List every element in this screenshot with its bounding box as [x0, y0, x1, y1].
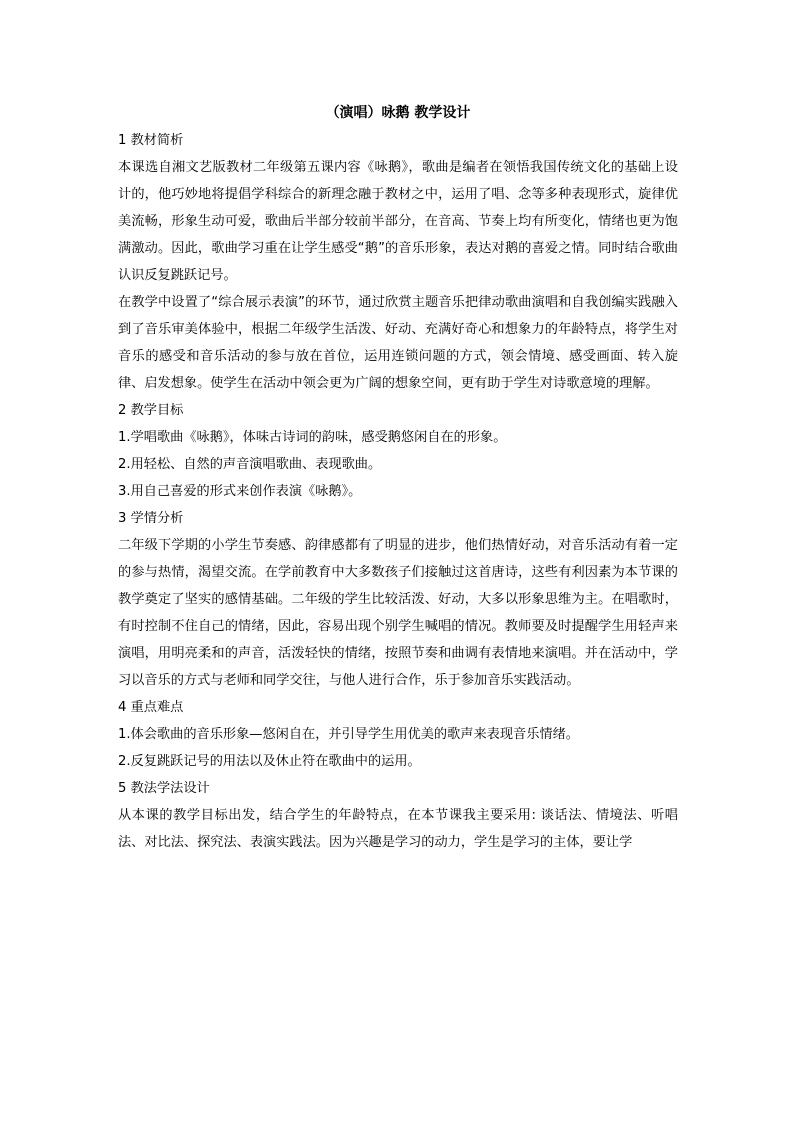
section-3-paragraph-1: 二年级下学期的小学生节奏感、韵律感都有了明显的进步，他们热情好动，对音乐活动有着一定的参与热情，渴望交流。在学前教育中大多数孩子们接触过这首唐诗，这些有利因素为本节课的教学奠定了坚实的感情基础。二年级的学生比较活泼、好动，大多以形象思维为主。在唱歌时，有时控制不住自己的情绪，因此，容易出现个别学生喊唱的情况。教师要及时提醒学生用轻声来演唱，用明亮柔和的声音，活泼轻快的情绪，按照节奏和曲调有表情地来演唱。并在活动中，学习以音乐的方式与老师和同学交往，与他人进行合作，乐于参加音乐实践活动。 — [118, 538, 678, 688]
section-5-paragraph-1: 从本课的教学目标出发，结合学生的年龄特点，在本节课我主要采用: 谈话法、情境法、听唱法、对比法、探究法、表演实践法。因为兴趣是学习的动力，学生是学习的主体，要让学 — [118, 808, 678, 850]
difficulty-item-2: 2.反复跳跃记号的用法以及休止符在歌曲中的运用。 — [118, 754, 421, 769]
section-heading-5: 5 教法学法设计 — [118, 781, 210, 796]
section-heading-2: 2 教学目标 — [118, 403, 184, 418]
section-heading-1: 1 教材简析 — [118, 133, 184, 148]
objective-item-3: 3.用自己喜爱的形式来创作表演《咏鹅》。 — [118, 484, 362, 499]
section-1-paragraph-2: 在教学中设置了“综合展示表演”的环节，通过欣赏主题音乐把律动歌曲演唱和自我创编实践融入到了音乐审美体验中，根据二年级学生活泼、好动、充满好奇心和想象力的年龄特点，将学生对音乐的感受和音乐活动的参与放在首位，运用连锁问题的方式，领会情境、感受画面、转入旋律、启发想象。使学生在活动中领会更为广阔的想象空间，更有助于学生对诗歌意境的理解。 — [118, 295, 678, 391]
document-title: （演唱）咏鹅 教学设计 — [325, 105, 471, 121]
objective-item-1: 1.学唱歌曲《咏鹅》，体味古诗词的韵味，感受鹅悠闲自在的形象。 — [118, 430, 507, 445]
section-1-paragraph-1: 本课选自湘文艺版教材二年级第五课内容《咏鹅》，歌曲是编者在领悟我国传统文化的基础上设计的，他巧妙地将提倡学科综合的新理念融于教材之中，运用了唱、念等多种表现形式，旋律优美流畅，形象生动可爱，歌曲后半部分较前半部分，在音高、节奏上均有所变化，情绪也更为饱满激动。因此，歌曲学习重在让学生感受“鹅”的音乐形象，表达对鹅的喜爱之情。同时结合歌曲认识反复跳跃记号。 — [118, 160, 678, 283]
objective-item-2: 2.用轻松、自然的声音演唱歌曲、表现歌曲。 — [118, 457, 382, 472]
section-heading-3: 3 学情分析 — [118, 511, 184, 526]
difficulty-item-1: 1.体会歌曲的音乐形象—悠闲自在，并引导学生用优美的歌声来表现音乐情绪。 — [118, 727, 579, 742]
section-heading-4: 4 重点难点 — [118, 700, 184, 715]
document-page — [118, 99, 678, 856]
